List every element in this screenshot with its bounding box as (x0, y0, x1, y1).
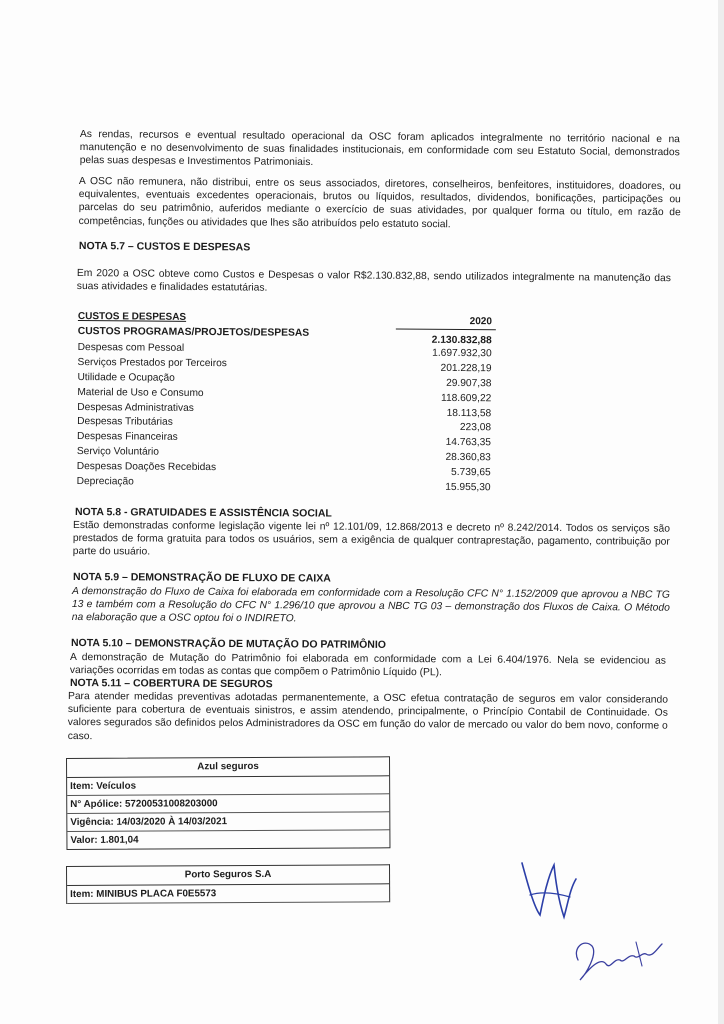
nota-5-10-text: A demonstração de Mutação do Patrimônio foi elaborada em conformidade com a Lei 6.404/1976. Nela se evidenciou as variações ocorridas em todas as contas que compõem o Patrimônio Líquido (PL). (69, 652, 666, 679)
insurance-item: Item: MINIBUS PLACA F0E5573 (67, 884, 389, 904)
insurance-title: Porto Seguros S.A (67, 865, 389, 886)
nota-5-8-text: Estão demonstradas conforme legislação vigente lei nº 12.101/09, 12.868/2013 e decreto nº 8.242/2014. Todos os serviços são prestados de forma gratuita para todos os usuários, sem a exigência de qualquer contraprestação, pagamento, contribuição por parte do usuário. (72, 520, 670, 558)
insurance-item: Item: Veículos (67, 776, 389, 796)
nota-5-11-text: Para atender medidas preventivas adotadas permanentemente, a OSC efetua contratação de seguros em valor considerando suficiente para cobertura de eventuais sinistros, e assim atendendo, principalmente, o Princípio Contabil de Continuidade. Os valores segurados são definidos pelos Administradores da OSC em função do valor de mercado ou valor do bem novo, conforme o caso. (67, 691, 668, 742)
row-value: 28.360,83 (445, 452, 491, 464)
signature-mark-2 (566, 930, 676, 990)
row-value: 1.697.932,30 (432, 347, 492, 360)
insurance-box-porto (66, 864, 390, 904)
row-value: 118.609,22 (441, 392, 492, 404)
nota-5-9-text: A demonstração do Fluxo de Caixa foi elaborada em conformidade com a Resolução CFC N° 1.152/2009 que aprovou a NBC TG 13 e também com a Resolução do CFC N° 1.296/10 que aprovou a NBC TG 03 – demonstração dos Fluxos de Caixa. O Método na elaboração que a OSC optou foi o INDIRETO. (71, 586, 670, 625)
table-row (75, 474, 495, 492)
nota-5-7-heading: NOTA 5.7 – CUSTOS E DESPESAS (78, 240, 251, 254)
subtotal-value: 2.130.832,88 (431, 334, 492, 347)
row-label: Despesas Doações Recebidas (76, 461, 217, 474)
page-edge-shadow (718, 0, 724, 1024)
row-value: 223,08 (459, 422, 492, 434)
row-value: 201.228,19 (440, 362, 492, 375)
row-value: 15.955,30 (445, 481, 491, 494)
intro-paragraph: As rendas, recursos e eventual resultado operacional da OSC foram aplicados integralmente no território nacional e na manutenção e no desenvolvimento de suas finalidades institucionais, em conformidade com seu Estatuto Social, demonstrados pelas suas despesas e Investimentos Patrimoniais. (79, 128, 680, 169)
row-value: 14.763,35 (445, 437, 492, 449)
insurance-value: Valor: 1.801,04 (70, 834, 139, 846)
row-label: Serviços Prestados por Terceiros (77, 356, 227, 370)
row-value: 18.113,58 (446, 407, 492, 419)
row-label: Depreciação (76, 476, 134, 488)
insurance-policy-number: N° Apólice: 5720053100820300​0 (67, 794, 389, 814)
row-value: 29.907,38 (446, 377, 492, 390)
insurance-box-azul (66, 756, 390, 850)
remuneration-paragraph: A OSC não remunera, não distribui, entre os seus associados, diretores, conselheiros, benfeitores, instituidores, doadores, ou equivalentes, eventuais excedentes operacionais, brutos ou líquidos, resultados, dividendos, bonificações, participações ou parcelas do seu patrimônio, auferidos mediante o exercício de suas atividades, por qualquer forma ou título, em razão de competências, funções ou atividades que lhes são atribuídos pelo estatuto social. (78, 175, 681, 230)
row-label: Despesas com Pessoal (77, 342, 185, 354)
nota-5-8-heading: NOTA 5.8 - GRATUIDADES E ASSISTÊNCIA SOCIAL (74, 506, 332, 520)
row-label: Serviço Voluntário (76, 446, 160, 458)
costs-table (75, 309, 496, 492)
signature-mark-1 (510, 855, 590, 925)
insurance-validity: Vigência: 14/03/2020 À 14/03/2021 (67, 812, 389, 832)
nota-5-10-heading: NOTA 5.10 – DEMONSTRAÇÃO DE MUTAÇÃO DO PATRIMÔNIO (70, 637, 387, 651)
costs-col-label: CUSTOS E DESPESAS (77, 311, 187, 323)
row-label: Utilidade e Ocupação (77, 371, 175, 384)
nota-5-9-heading: NOTA 5.9 – DEMONSTRAÇÃO DE FLUXO DE CAIXA (72, 571, 331, 585)
row-label: Despesas Financeiras (76, 431, 178, 444)
insurance-title: Azul seguros (67, 757, 389, 778)
costs-col-year: 2020 (469, 316, 492, 328)
row-value: 5.739,65 (451, 467, 491, 479)
nota-5-7-text: Em 2020 a OSC obteve como Custos e Despesas o valor R$2.130.832,88, sendo utilizados integralmente na manutenção das suas atividades e finalidades estatutárias. (76, 267, 671, 294)
row-label: Despesas Administrativas (77, 401, 194, 414)
row-label: Material de Uso e Consumo (77, 386, 204, 399)
nota-5-11-heading: NOTA 5.11 – COBERTURA DE SEGUROS (69, 677, 273, 691)
row-label: Despesas Tributárias (77, 416, 173, 429)
subtotal-label: CUSTOS PROGRAMAS/PROJETOS/DESPESAS (77, 326, 310, 339)
